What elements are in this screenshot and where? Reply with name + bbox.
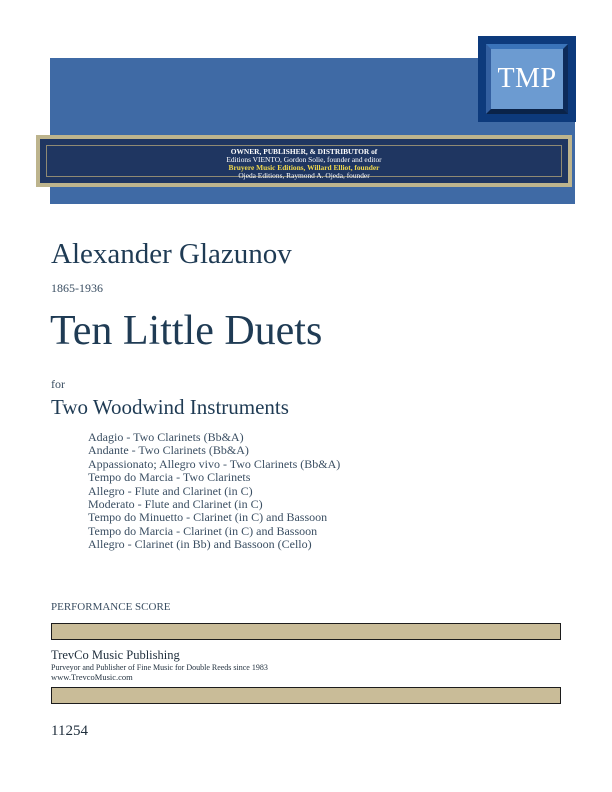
catalog-number: 11254 [51,723,88,739]
divider-bar-top [51,623,561,640]
edition-type-label: PERFORMANCE SCORE [51,601,171,613]
movement-item: Tempo do Marcia - Clarinet (in C) and Bassoon [88,523,318,538]
movement-item: Adagio - Two Clarinets (Bb&A) [88,430,244,444]
work-title: Ten Little Duets [50,308,323,354]
movement-item: Tempo do Marcia - Two Clarinets [88,470,251,485]
publisher-tagline: Purveyor and Publisher of Fine Music for Double Reeds since 1983 [51,663,268,672]
publisher-line-owner: OWNER, PUBLISHER, & DISTRIBUTOR of [230,147,378,156]
movement-item: Andante - Two Clarinets (Bb&A) [88,443,249,458]
movement-item: Allegro - Flute and Clarinet (in C) [88,483,253,498]
movement-list [88,431,340,552]
publisher-url: www.TrevcoMusic.com [51,672,133,682]
divider-bar-bottom [51,687,561,704]
composer-dates: 1865-1936 [51,281,103,295]
publisher-line-viento: Editions VIENTO, Gordon Solie, founder and editor [226,155,382,164]
instrumentation: Two Woodwind Instruments [51,395,289,419]
tmp-logo [478,36,576,122]
publisher-line-bruyere: Bruyere Music Editions, Willard Elliot, founder [228,163,380,172]
movement-item: Allegro - Clarinet (in Bb) and Bassoon (Cello) [88,537,312,552]
publisher-line-ojeda: Ojeda Editions, Raymond A. Ojeda, founder [238,171,370,180]
publisher-name: TrevCo Music Publishing [51,648,180,662]
for-label: for [51,377,65,391]
publisher-panel [36,135,572,187]
movement-item: Moderato - Flute and Clarinet (in C) [88,497,263,512]
tmp-logo-text: TMP [491,49,563,109]
composer-name: Alexander Glazunov [51,238,292,270]
movement-item: Tempo do Minuetto - Clarinet (in C) and Bassoon [88,510,328,525]
movement-item: Appassionato; Allegro vivo - Two Clarinets (Bb&A) [88,456,341,471]
